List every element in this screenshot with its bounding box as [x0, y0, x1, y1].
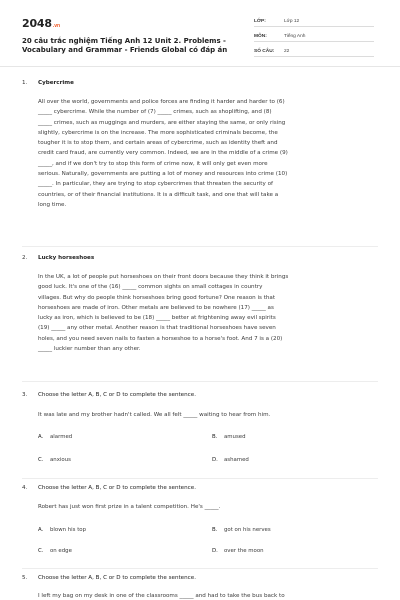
meta-key: SỐ CÂU:	[254, 49, 275, 54]
option-a[interactable]	[38, 527, 86, 533]
question-1	[22, 80, 380, 240]
option-letter: C.	[38, 548, 44, 554]
option-text: ashamed	[224, 457, 249, 463]
question-divider	[22, 568, 378, 569]
passage-line: long time.	[38, 201, 67, 208]
document-meta	[254, 16, 374, 61]
option-c[interactable]	[38, 548, 72, 554]
question-number: 4.	[22, 485, 28, 491]
option-a[interactable]	[38, 434, 72, 440]
question-number: 5.	[22, 575, 28, 581]
question-number: 3.	[22, 392, 28, 398]
meta-key: LỚP:	[254, 19, 266, 24]
question-divider	[22, 381, 378, 382]
passage-line: good luck. It's one of the (16) _____ common sights on small cottages in country	[38, 284, 263, 291]
option-text: got on his nerves	[224, 527, 271, 533]
question-divider	[22, 478, 378, 479]
question-instruction: Choose the letter A, B, C or D to complete the sentence.	[38, 392, 196, 398]
option-text: blown his top	[50, 527, 87, 533]
option-letter: D.	[212, 548, 218, 554]
passage-line: tougher it is to stop them, and certain areas of cybercrime, such as identity theft and	[38, 140, 278, 147]
passage-line: slightly, cybercrime is on the increase. The more sophisticated criminals become, the	[38, 129, 278, 136]
question-stem: Robert has just won first prize in a talent competition. He's _____.	[38, 504, 221, 510]
passage-line: holes, and you need seven nails to fasten a horseshoe to a horse's foot. And 7 is a (20)	[38, 335, 283, 342]
passage-line: All over the world, governments and police forces are finding it harder and harder to (6)	[38, 99, 285, 105]
option-c[interactable]	[38, 457, 71, 463]
passage	[38, 97, 376, 210]
meta-value: Tiếng Anh	[284, 34, 306, 39]
passage-line: _____ crimes, such as muggings and murders, are either staying the same, or only rising	[38, 119, 286, 126]
document-title: 20 câu trắc nghiệm Tiếng Anh 12 Unit 2. Problems - Vocabulary and Grammar - Friends Global có đáp án	[22, 37, 228, 54]
passage-line: _____ cybercrime. While the number of (7) _____ crimes, such as shoplifting, and (8)	[38, 109, 272, 116]
question-number: 1.	[22, 80, 28, 86]
passage-line: countries, or of their financial institutions. It is a difficult task, and one that will take a	[38, 191, 279, 198]
question-instruction: Choose the letter A, B, C or D to complete the sentence.	[38, 575, 196, 581]
meta-key: MÔN:	[254, 34, 267, 39]
option-letter: B.	[212, 527, 218, 533]
passage-line: credit card fraud, are currently very common. Indeed, we are in the middle of a crime (9)	[38, 150, 288, 157]
meta-value: 22	[284, 49, 290, 54]
question-stem: I left my bag on my desk in one of the classrooms _____ and had to take the bus back to	[38, 593, 285, 599]
passage-line: In the UK, a lot of people put horseshoes on their front doors because they think it brings	[38, 274, 289, 280]
question-title: Cybercrime	[38, 80, 74, 86]
passage-line: _____. In particular, they are trying to stop cybercrimes that threaten the security of	[38, 181, 273, 188]
meta-row-class	[254, 16, 374, 27]
option-d[interactable]	[212, 457, 249, 463]
option-letter: D.	[212, 457, 218, 463]
option-text: anxious	[50, 457, 71, 463]
option-text: amused	[224, 434, 246, 440]
passage-line: serious. Naturally, governments are putting a lot of money and resources into crime (10)	[38, 171, 288, 178]
question-stem: It was late and my brother hadn't called. We all felt _____ waiting to hear from him.	[38, 412, 271, 418]
meta-value: Lớp 12	[284, 19, 300, 24]
logo-suffix: .vn	[52, 23, 61, 29]
question-4	[22, 485, 380, 565]
passage-line: lucky as iron, which is believed to be (18) _____ better at frightening away evil spirits	[38, 315, 276, 322]
option-letter: A.	[38, 527, 44, 533]
meta-row-subject	[254, 31, 374, 42]
question-2	[22, 255, 380, 375]
option-d[interactable]	[212, 548, 264, 554]
option-letter: A.	[38, 434, 44, 440]
passage-line: horseshoes are made of iron. Other metals are believed to be nowhere (17) _____ as	[38, 304, 274, 311]
passage-line: _____ luckier number than any other.	[38, 346, 141, 353]
question-3	[22, 392, 380, 472]
question-number: 2.	[22, 255, 28, 261]
passage-line: _____, and if we don't try to stop this form of crime now, it will only get even more	[38, 160, 268, 167]
question-5	[22, 575, 380, 600]
meta-row-count	[254, 46, 374, 57]
option-letter: B.	[212, 434, 218, 440]
question-divider	[22, 246, 378, 247]
question-title: Lucky horseshoes	[38, 255, 95, 261]
option-b[interactable]	[212, 527, 271, 533]
logo-text: 2048	[22, 17, 52, 30]
option-text: alarmed	[50, 434, 73, 440]
option-text: over the moon	[224, 548, 264, 554]
question-instruction: Choose the letter A, B, C or D to complete the sentence.	[38, 485, 196, 491]
option-letter: C.	[38, 457, 44, 463]
option-b[interactable]	[212, 434, 246, 440]
option-text: on edge	[50, 548, 72, 554]
passage-line: villages. But why do people think horseshoes bring good fortune? One reason is that	[38, 294, 276, 301]
passage	[38, 272, 376, 354]
passage-line: (19) _____ any other metal. Another reason is that traditional horseshoes have seven	[38, 325, 276, 332]
header-divider	[0, 66, 400, 67]
